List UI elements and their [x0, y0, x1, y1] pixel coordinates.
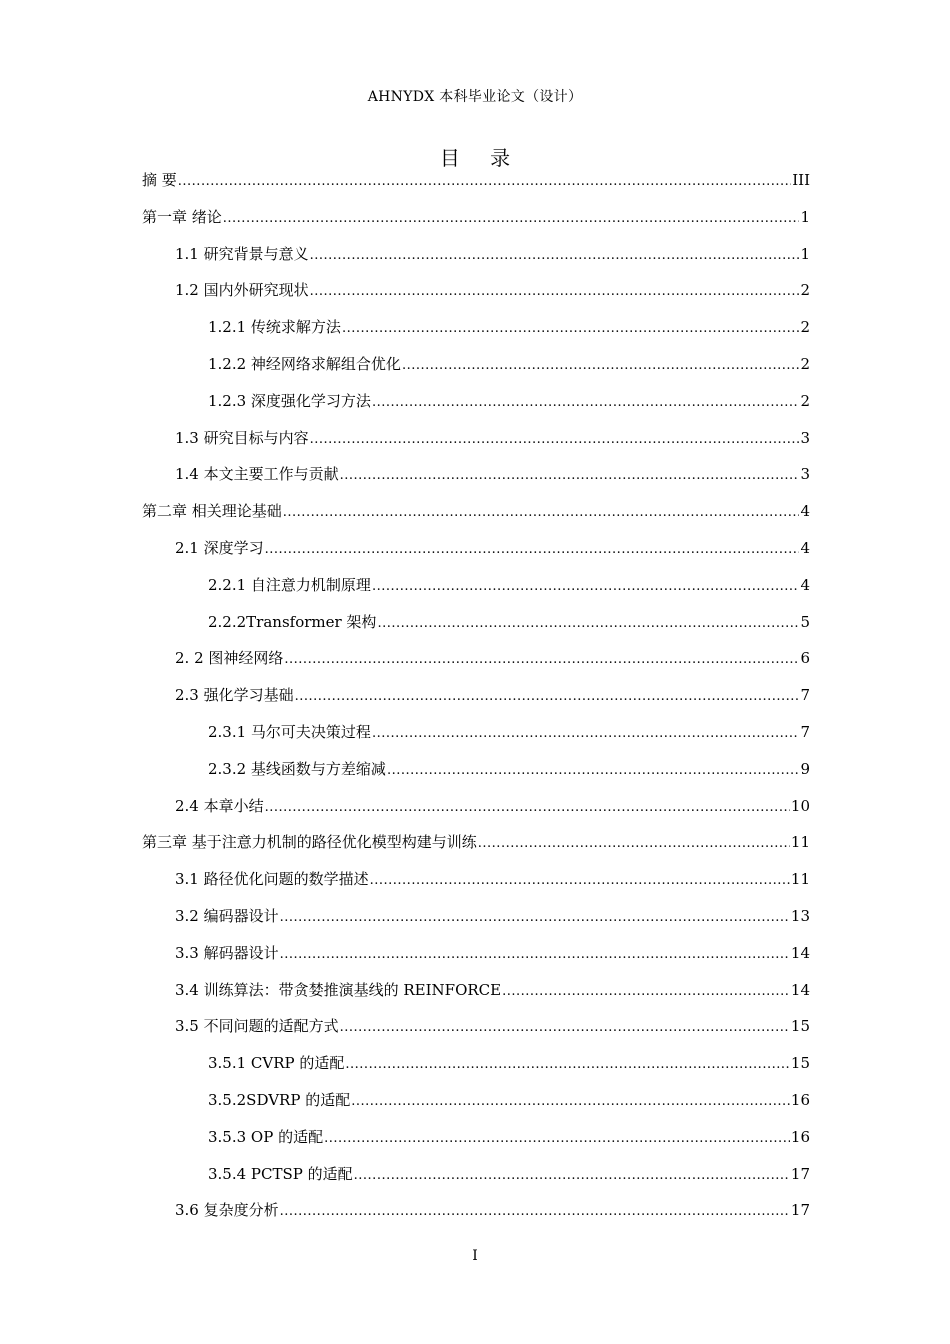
- toc-entry-label: 1.4 本文主要工作与贡献: [175, 465, 339, 484]
- dot-leader: [502, 980, 790, 1004]
- dot-leader: [342, 317, 800, 341]
- toc-entry-label: 1.2.1 传统求解方法: [208, 318, 341, 337]
- toc-entry-label: 1.1 研究背景与意义: [175, 244, 309, 263]
- dot-leader: [370, 869, 790, 893]
- toc-entry-label: 第三章 基于注意力机制的路径优化模型构建与训练: [142, 833, 477, 852]
- toc-entry-page: 5: [800, 612, 810, 631]
- toc-entry-label: 3.1 路径优化问题的数学描述: [175, 870, 369, 889]
- toc-entry-page: 2: [800, 281, 810, 300]
- dot-leader: [387, 759, 800, 783]
- toc-entry-page: 2: [800, 318, 810, 337]
- dot-leader: [265, 538, 800, 562]
- toc-entry[interactable]: [142, 242, 810, 279]
- dot-leader: [377, 612, 799, 636]
- dot-leader: [280, 1200, 790, 1224]
- toc-entry-label: 3.5.3 OP 的适配: [208, 1127, 324, 1146]
- toc-entry[interactable]: [142, 1014, 810, 1051]
- dot-leader: [340, 464, 800, 488]
- page-number: I: [472, 1248, 478, 1264]
- dot-leader: [284, 648, 799, 672]
- toc-entry-label: 2.3.2 基线函数与方差缩减: [208, 759, 386, 778]
- toc-entry[interactable]: [142, 720, 810, 757]
- dot-leader: [354, 1164, 790, 1188]
- toc-entry[interactable]: [142, 352, 810, 389]
- dot-leader: [402, 354, 800, 378]
- dot-leader: [372, 391, 800, 415]
- toc-entry-label: 摘 要: [142, 171, 177, 189]
- toc-entry[interactable]: [142, 794, 810, 831]
- toc-title: 目 录: [439, 146, 523, 170]
- toc-entry-page: 7: [800, 722, 810, 741]
- toc-entry[interactable]: [142, 315, 810, 352]
- toc-entry[interactable]: [142, 389, 810, 426]
- toc-entry-label: 1.2.2 神经网络求解组合优化: [208, 354, 401, 373]
- toc-entry-page: 4: [800, 502, 810, 521]
- toc-entry[interactable]: [142, 499, 810, 536]
- toc-entry-label: 2.2.1 自注意力机制原理: [208, 575, 371, 594]
- toc-entry[interactable]: [142, 904, 810, 941]
- toc-entry-label: 第二章 相关理论基础: [142, 502, 282, 521]
- toc-entry-page: 1: [800, 244, 810, 263]
- toc-entry[interactable]: [142, 1162, 810, 1199]
- dot-leader: [178, 170, 791, 194]
- toc-entry-label: 1.2 国内外研究现状: [175, 281, 309, 300]
- toc-entry-page: 7: [800, 686, 810, 705]
- toc-entry-label: 1.3 研究目标与内容: [175, 428, 309, 447]
- toc-entry-page: 3: [800, 428, 810, 447]
- toc-entry-page: 17: [790, 1201, 810, 1220]
- toc-entry-page: 16: [790, 1127, 810, 1146]
- toc-entry-page: 11: [790, 870, 810, 889]
- toc-entry-page: 6: [800, 649, 810, 668]
- dot-leader: [372, 722, 800, 746]
- dot-leader: [478, 832, 790, 856]
- toc-entry-label: 3.5.1 CVRP 的适配: [208, 1054, 345, 1073]
- toc-entry-page: 14: [790, 980, 810, 999]
- toc-entry-label: 3.5.2SDVRP 的适配: [208, 1090, 351, 1109]
- toc-entry[interactable]: [142, 205, 810, 242]
- dot-leader: [265, 796, 790, 820]
- toc-entry[interactable]: [142, 278, 810, 315]
- toc-entry[interactable]: [142, 1125, 810, 1162]
- toc-entry-page: 11: [790, 833, 810, 852]
- toc-entry-page: 9: [800, 759, 810, 778]
- table-of-contents: [142, 168, 810, 1235]
- dot-leader: [351, 1090, 790, 1114]
- toc-entry-page: 10: [790, 796, 810, 815]
- toc-entry-label: 3.5.4 PCTSP 的适配: [208, 1164, 353, 1183]
- dot-leader: [372, 575, 800, 599]
- toc-entry-label: 3.4 训练算法：带贪婪推演基线的 REINFORCE: [175, 980, 502, 999]
- toc-entry-label: 第一章 绪论: [142, 207, 222, 226]
- toc-entry[interactable]: [142, 573, 810, 610]
- toc-entry[interactable]: [142, 1198, 810, 1235]
- toc-entry[interactable]: [142, 683, 810, 720]
- toc-entry-label: 2. 2 图神经网络: [175, 649, 284, 668]
- toc-entry[interactable]: [142, 1088, 810, 1125]
- dot-leader: [280, 943, 790, 967]
- toc-entry-page: 16: [790, 1090, 810, 1109]
- dot-leader: [345, 1053, 790, 1077]
- toc-entry-label: 3.3 解码器设计: [175, 943, 279, 962]
- toc-entry[interactable]: [142, 941, 810, 978]
- toc-entry-label: 2.1 深度学习: [175, 538, 264, 557]
- running-header: AHNYDX 本科毕业论文（设计）: [367, 89, 583, 105]
- toc-entry[interactable]: [142, 168, 810, 205]
- toc-entry-label: 3.2 编码器设计: [175, 906, 279, 925]
- dot-leader: [280, 906, 790, 930]
- toc-entry[interactable]: [142, 426, 810, 463]
- toc-entry[interactable]: [142, 462, 810, 499]
- toc-entry[interactable]: [142, 757, 810, 794]
- toc-entry[interactable]: [142, 610, 810, 647]
- toc-entry-page: III: [792, 171, 810, 189]
- dot-leader: [324, 1127, 790, 1151]
- dot-leader: [310, 428, 800, 452]
- toc-entry-page: 2: [800, 354, 810, 373]
- toc-entry-page: 13: [790, 906, 810, 925]
- toc-entry-page: 4: [800, 538, 810, 557]
- toc-entry-page: 15: [790, 1054, 810, 1073]
- dot-leader: [310, 280, 800, 304]
- toc-entry-label: 2.3.1 马尔可夫决策过程: [208, 722, 371, 741]
- toc-entry-label: 2.2.2Transformer 架构: [208, 612, 377, 631]
- toc-entry[interactable]: [142, 1051, 810, 1088]
- toc-entry-page: 17: [790, 1164, 810, 1183]
- dot-leader: [340, 1016, 790, 1040]
- dot-leader: [223, 207, 800, 231]
- toc-entry-page: 1: [800, 207, 810, 226]
- toc-entry-page: 4: [800, 575, 810, 594]
- toc-entry-label: 2.4 本章小结: [175, 796, 264, 815]
- toc-entry[interactable]: [142, 646, 810, 683]
- toc-entry-page: 14: [790, 943, 810, 962]
- toc-entry-label: 2.3 强化学习基础: [175, 686, 294, 705]
- toc-entry[interactable]: [142, 978, 810, 1015]
- dot-leader: [283, 501, 800, 525]
- toc-entry[interactable]: [142, 867, 810, 904]
- toc-entry[interactable]: [142, 536, 810, 573]
- toc-entry-label: 3.6 复杂度分析: [175, 1201, 279, 1220]
- dot-leader: [295, 685, 800, 709]
- toc-entry-page: 15: [790, 1017, 810, 1036]
- toc-entry-label: 3.5 不同问题的适配方式: [175, 1017, 339, 1036]
- toc-entry-page: 3: [800, 465, 810, 484]
- toc-entry[interactable]: [142, 830, 810, 867]
- dot-leader: [310, 244, 800, 268]
- toc-entry-page: 2: [800, 391, 810, 410]
- toc-entry-label: 1.2.3 深度强化学习方法: [208, 391, 371, 410]
